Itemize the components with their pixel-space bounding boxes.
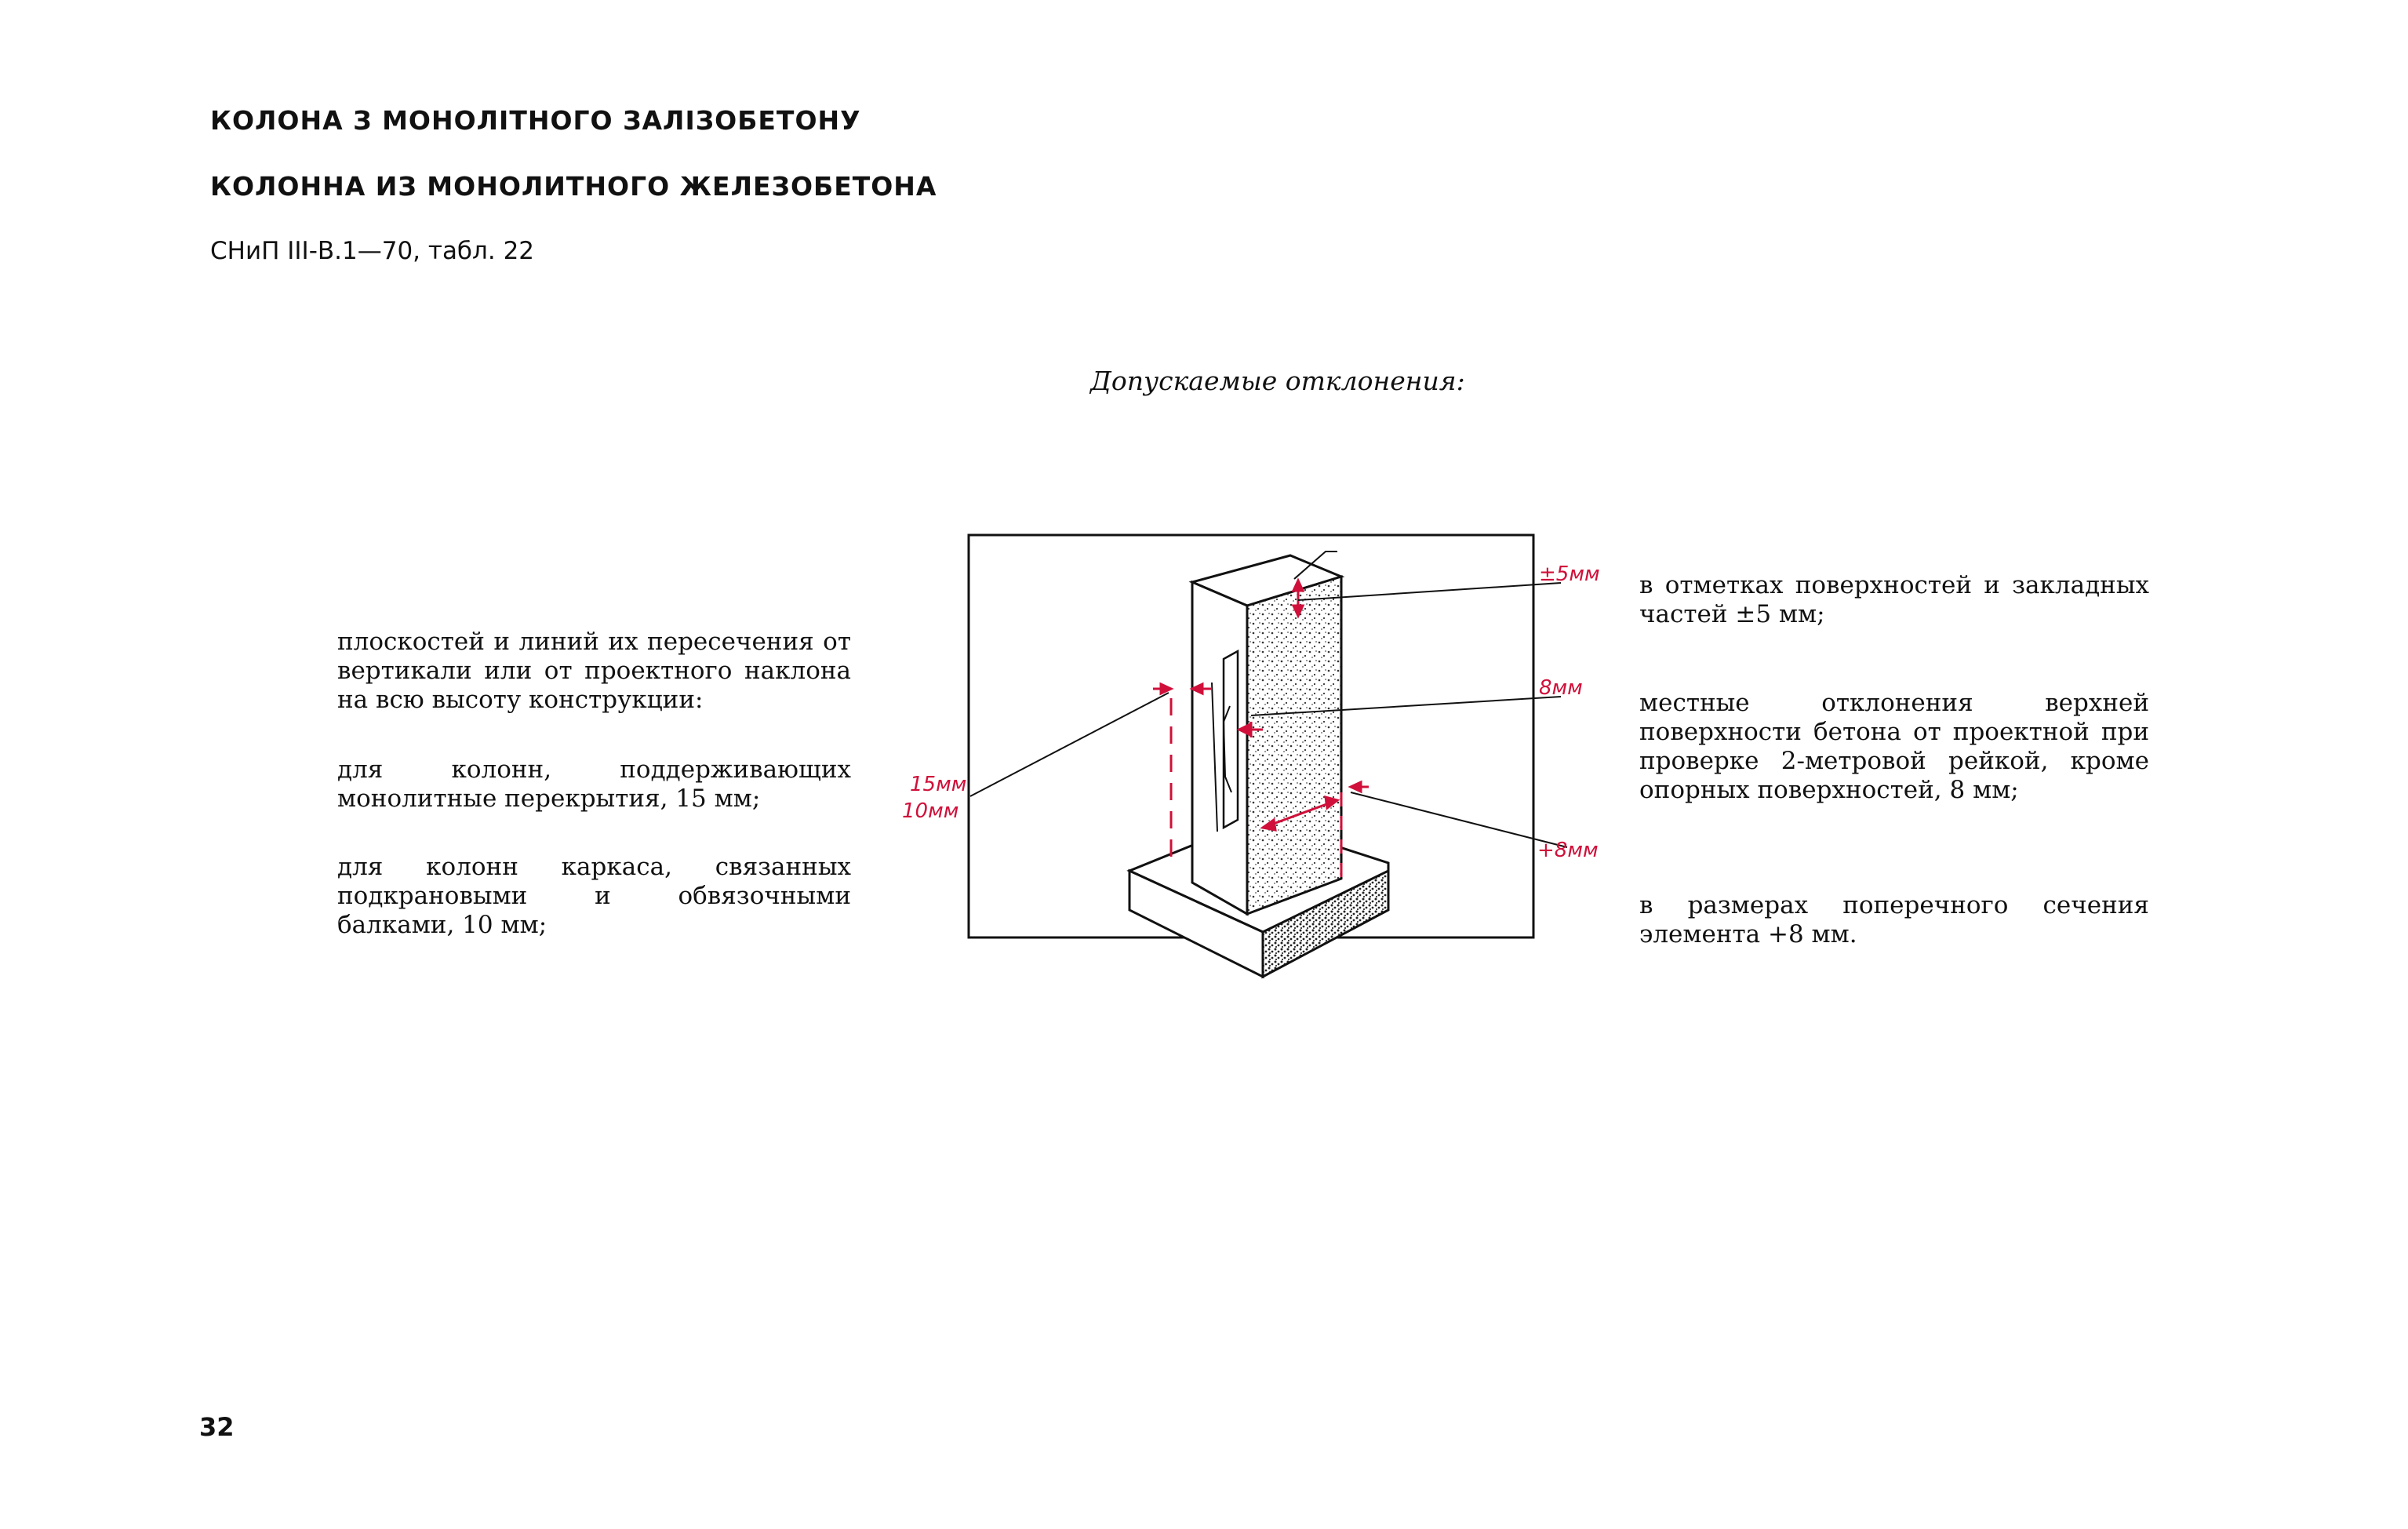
- label-top-mark: ±5мм: [1539, 562, 1600, 586]
- right-paragraph-local-deviation: местные отклонения верхней поверхности бетона от проектной при проверке 2-метровой рейкой, кроме опорных поверхностей, 8 мм;: [1639, 689, 2149, 804]
- title-russian: КОЛОННА ИЗ МОНОЛИТНОГО ЖЕЛЕЗОБЕТОНА: [210, 171, 937, 202]
- title-ukrainian: КОЛОНА З МОНОЛІТНОГО ЗАЛІЗОБЕТОНУ: [210, 105, 861, 136]
- left-paragraph-frame-columns: для колонн каркаса, связанных подкрановыми и обвязочными балками, 10 мм;: [337, 853, 851, 939]
- right-paragraph-surface-marks: в отметках поверхностей и закладных частей ±5 мм;: [1639, 571, 2149, 628]
- label-local-deviation: 8мм: [1539, 676, 1583, 700]
- column-body: [1192, 555, 1341, 914]
- left-paragraph-monolithic-floors: для колонн, поддерживающих монолитные перекрытия, 15 мм;: [337, 755, 851, 813]
- figure-caption: Допускаемые отклонения:: [1090, 366, 1465, 396]
- right-paragraph-cross-section: в размерах поперечного сечения элемента +8 мм.: [1639, 891, 2149, 948]
- label-section: +8мм: [1537, 839, 1599, 862]
- label-vertical-10: 10мм: [902, 799, 959, 823]
- left-paragraph-verticality: плоскостей и линий их пересечения от вертикали или от проектного наклона на всю высоту конструкции:: [337, 628, 851, 714]
- label-vertical-15: 15мм: [910, 773, 967, 796]
- standard-reference: СНиП III-В.1—70, табл. 22: [210, 237, 535, 265]
- page-number: 32: [199, 1412, 235, 1442]
